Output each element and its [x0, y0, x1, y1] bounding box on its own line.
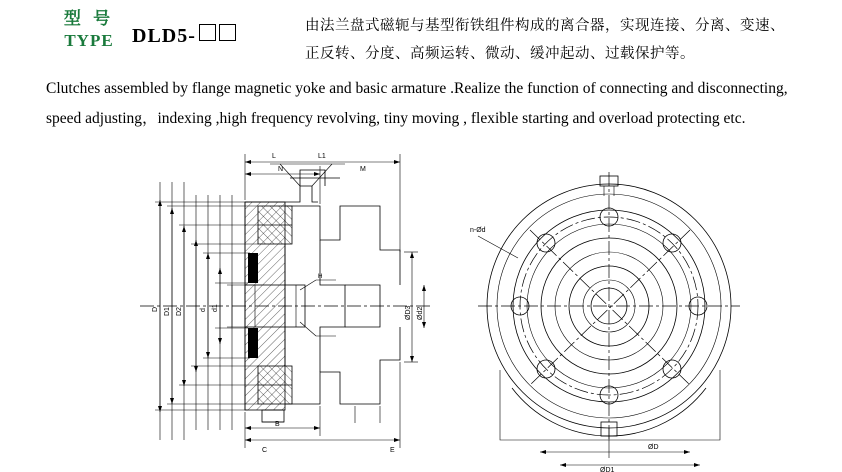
- description-en-line-2: speed adjusting，indexing ,high frequency revolving, tiny moving , flexible starting and overload protecting etc.: [46, 110, 746, 127]
- label-front-D: ØD: [648, 444, 659, 451]
- label-N: N: [278, 166, 284, 173]
- bottom-detail: [262, 410, 284, 422]
- label-d: d: [200, 308, 207, 312]
- technical-drawing: [0, 140, 842, 472]
- model-code-text: DLD5-: [132, 25, 196, 47]
- armature-outline-lower: [285, 372, 355, 404]
- model-code-blank-2: [219, 24, 236, 41]
- label-D1: D1: [164, 307, 171, 316]
- label-d1: d1: [212, 304, 219, 312]
- label-D3: ØD3: [405, 305, 412, 320]
- mount-flange-upper: [355, 206, 400, 285]
- coil-section-upper: [248, 253, 258, 283]
- description-en-line-1: Clutches assembled by flange magnetic yoke and basic armature .Realize the function of connecting and disconnecting,: [46, 80, 788, 97]
- internal-note-1: H: [318, 273, 323, 280]
- type-label: [46, 8, 132, 52]
- type-label-cn: 型 号: [63, 9, 115, 28]
- drawing-canvas: [0, 140, 842, 472]
- lower-bracket: [500, 370, 720, 440]
- body-top-step: [245, 186, 318, 202]
- label-E: E: [390, 447, 395, 454]
- label-L1: L1: [318, 153, 326, 160]
- mount-flange-lower: [355, 327, 400, 404]
- model-code: [132, 24, 236, 48]
- label-D: D: [152, 306, 159, 312]
- label-M: M: [360, 166, 366, 173]
- description-english: [46, 74, 816, 134]
- model-code-blank-1: [199, 24, 216, 41]
- coil-section-lower: [248, 328, 258, 358]
- label-n-d: n-Ød: [470, 227, 486, 234]
- radial-ticks: [530, 230, 690, 385]
- header-block: [0, 0, 842, 62]
- bottom-key-detail: [601, 422, 617, 440]
- description-chinese: [305, 12, 835, 68]
- description-cn-line-2: 正反转、分度、高频运转、微动、缓冲起动、过载保护等。: [305, 46, 695, 62]
- label-D2: D2: [176, 307, 183, 316]
- cross-section-view: [140, 153, 430, 454]
- label-C: C: [262, 447, 268, 454]
- label-d2: Ød2: [417, 306, 424, 320]
- description-cn-line-1: 由法兰盘式磁轭与基型衔铁组件构成的离合器，实现连接、分离、变速、: [305, 18, 785, 34]
- label-front-D1: ØD1: [600, 467, 615, 472]
- armature-outline-upper: [285, 206, 355, 240]
- front-view-leaders: [470, 227, 700, 472]
- label-L: L: [272, 153, 276, 160]
- label-B: B: [275, 421, 280, 428]
- type-label-en: TYPE: [64, 31, 114, 50]
- front-elevation-view: [470, 172, 740, 472]
